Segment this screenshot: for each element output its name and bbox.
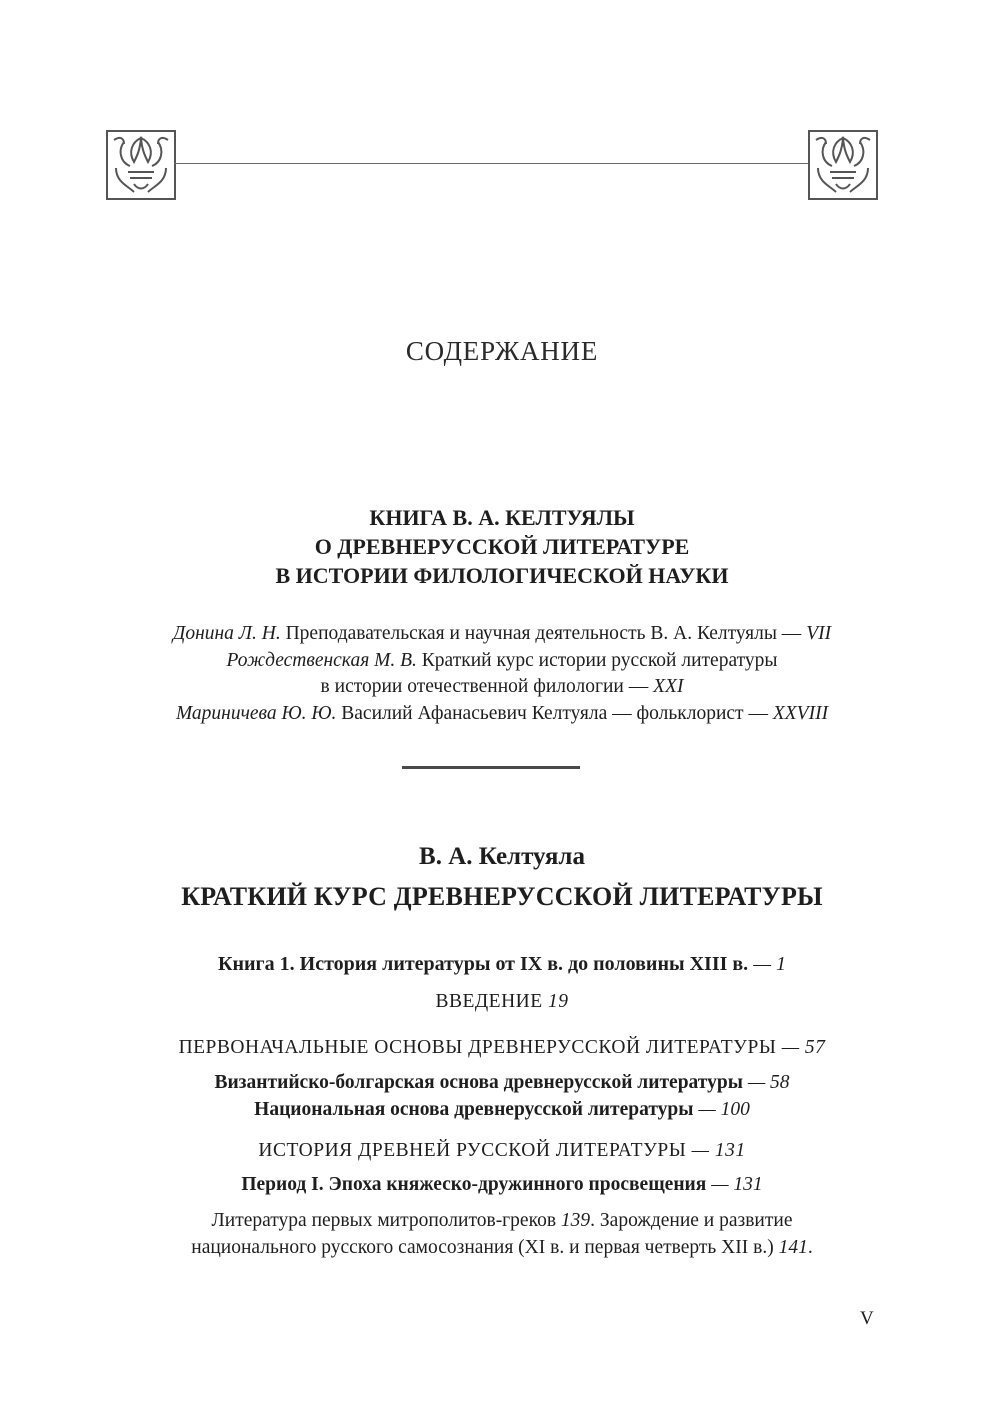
entry-author: Рождественская М. В. [226, 649, 417, 671]
entry-page: 19 [548, 991, 569, 1012]
entry-text: . [807, 1236, 813, 1258]
toc-subentries [0, 1069, 1004, 1123]
entry-page: 141 [778, 1236, 808, 1258]
entry-text: Литература первых митрополитов-греков [211, 1210, 561, 1231]
toc-entry[interactable] [0, 621, 1004, 648]
entry-page: VII [806, 623, 832, 644]
toc-inline-entries [0, 1208, 1004, 1261]
entry-label: ВВЕДЕНИЕ [435, 991, 549, 1012]
section-heading-line: О ДРЕВНЕРУССКОЙ ЛИТЕРАТУРЕ [314, 534, 690, 559]
toc-entry-book1[interactable] [0, 953, 1004, 976]
entry-page: — 58 [742, 1072, 790, 1093]
toc-entry[interactable] [0, 648, 1004, 675]
toc-entry-continuation[interactable] [0, 674, 1004, 701]
entry-page: — 57 [776, 1037, 826, 1058]
entry-page: 139 [560, 1210, 591, 1231]
entry-page: — 131 [706, 1174, 763, 1195]
section-heading-line: КНИГА В. А. КЕЛТУЯЛЫ [369, 505, 635, 530]
toc-entry-part1[interactable] [0, 1037, 1004, 1059]
entry-page: XXVIII [772, 702, 829, 724]
section-references [0, 621, 1004, 727]
entry-text: национального русского самосознания (XI в. и первая четверть XII в.) [191, 1236, 779, 1258]
section-heading [0, 503, 1004, 590]
entry-text: Краткий курс истории русской литературы [416, 649, 778, 671]
entry-label: Византийско-болгарская основа древнерусской литературы [214, 1072, 743, 1093]
toc-subentry[interactable] [0, 1069, 1004, 1096]
entry-text: . Зарождение и развитие [590, 1210, 793, 1231]
toc-inline-line[interactable] [0, 1208, 1004, 1235]
entry-label: ПЕРВОНАЧАЛЬНЫЕ ОСНОВЫ ДРЕВНЕРУССКОЙ ЛИТЕРАТУРЫ [178, 1037, 777, 1058]
entry-text: в истории отечественной филологии — [320, 676, 654, 697]
section-divider [402, 766, 580, 769]
floral-ornament-icon [104, 128, 178, 202]
book-title: КРАТКИЙ КУРС ДРЕВНЕРУССКОЙ ЛИТЕРАТУРЫ [181, 882, 823, 911]
entry-label: ИСТОРИЯ ДРЕВНЕЙ РУССКОЙ ЛИТЕРАТУРЫ [258, 1140, 687, 1161]
entry-author: Донина Л. Н. [172, 623, 281, 644]
entry-label: Книга 1. История литературы от IX в. до половины XIII в. [218, 953, 749, 975]
toc-entry-intro[interactable] [0, 991, 1004, 1013]
page-header-ornament [104, 128, 880, 202]
entry-page: — 131 [686, 1140, 746, 1161]
toc-entry[interactable] [0, 701, 1004, 728]
toc-entry-period1[interactable] [0, 1174, 1004, 1196]
entry-page: — 1 [748, 953, 786, 975]
entry-label: Национальная основа древнерусской литературы [254, 1099, 694, 1120]
toc-inline-line[interactable] [0, 1235, 1004, 1262]
entry-label: Период I. Эпоха княжеско-дружинного просвещения [241, 1174, 707, 1195]
entry-page: — 100 [693, 1099, 750, 1120]
toc-subentry[interactable] [0, 1096, 1004, 1123]
header-rule [174, 163, 810, 164]
entry-text: Василий Афанасьевич Келтуяла — фольклорист — [336, 702, 773, 724]
page-title: СОДЕРЖАНИЕ [405, 336, 599, 366]
entry-page: XXI [653, 676, 684, 697]
toc-entry-part2[interactable] [0, 1140, 1004, 1162]
entry-author: Мариничева Ю. Ю. [175, 702, 337, 724]
section-heading-line: В ИСТОРИИ ФИЛОЛОГИЧЕСКОЙ НАУКИ [275, 563, 729, 588]
book-author: В. А. Келтуяла [419, 843, 585, 870]
floral-ornament-icon [806, 128, 880, 202]
entry-text: Преподавательская и научная деятельность В. А. Келтуялы — [280, 623, 807, 644]
page-number: V [860, 1308, 874, 1329]
